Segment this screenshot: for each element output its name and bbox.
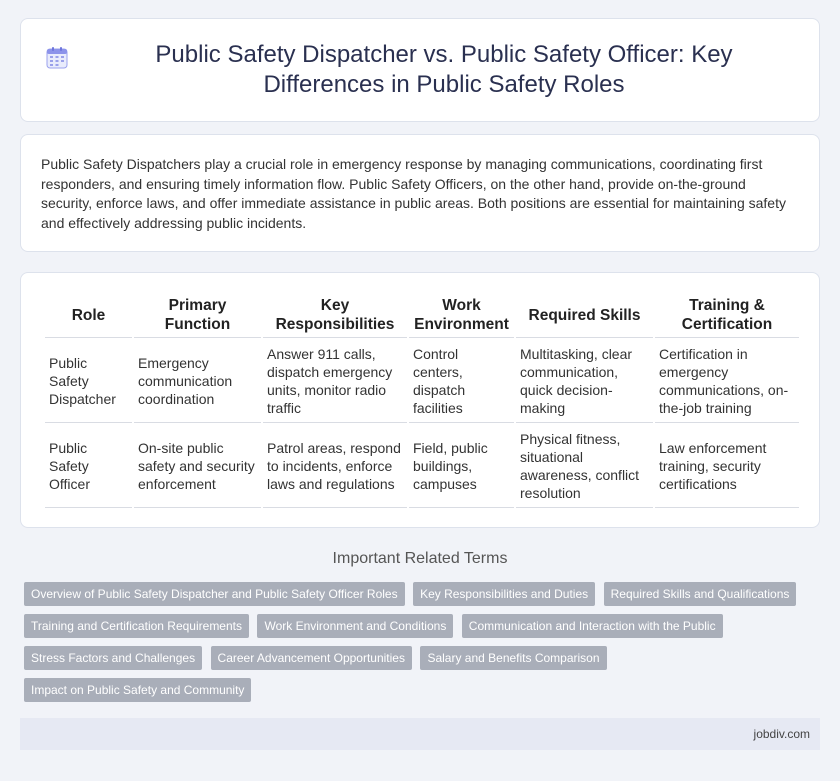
header-work-environment: Work Environment — [409, 287, 514, 338]
related-term-tag[interactable]: Work Environment and Conditions — [257, 614, 453, 638]
table-cell: Physical fitness, situational awareness, conflict resolution — [516, 423, 653, 508]
related-term-tag[interactable]: Overview of Public Safety Dispatcher and Public Safety Officer Roles — [24, 582, 405, 606]
table-cell: Field, public buildings, campuses — [409, 423, 514, 508]
related-terms-list — [24, 582, 824, 710]
calendar-icon — [45, 46, 69, 70]
footer — [20, 718, 820, 750]
page-title: Public Safety Dispatcher vs. Public Safety Officer: Key Differences in Public Safety Roles — [155, 41, 733, 98]
table-cell: Emergency communication coordination — [134, 338, 261, 423]
related-term-tag[interactable]: Training and Certification Requirements — [24, 614, 249, 638]
header-role: Role — [45, 287, 132, 338]
header-required-skills: Required Skills — [516, 287, 653, 338]
header-primary-function: Primary Function — [134, 287, 261, 338]
related-term-tag[interactable]: Stress Factors and Challenges — [24, 646, 202, 670]
table-cell: On-site public safety and security enforcement — [134, 423, 261, 508]
table-cell: Control centers, dispatch facilities — [409, 338, 514, 423]
related-terms-title: Important Related Terms — [332, 550, 508, 567]
title-card — [20, 18, 820, 122]
related-term-tag[interactable]: Salary and Benefits Comparison — [420, 646, 606, 670]
footer-site-link[interactable]: jobdiv.com — [753, 727, 810, 741]
comparison-table — [43, 287, 801, 508]
related-term-tag[interactable]: Communication and Interaction with the Public — [462, 614, 723, 638]
table-cell: Multitasking, clear communication, quick decision-making — [516, 338, 653, 423]
table-header-row — [45, 287, 799, 338]
table-row — [45, 423, 799, 508]
related-term-tag[interactable]: Required Skills and Qualifications — [604, 582, 797, 606]
table-cell: Public Safety Dispatcher — [45, 338, 132, 423]
related-term-tag[interactable]: Key Responsibilities and Duties — [413, 582, 595, 606]
header-key-responsibilities: Key Responsibilities — [263, 287, 407, 338]
table-cell: Law enforcement training, security certifications — [655, 423, 799, 508]
table-row — [45, 338, 799, 423]
header-training-certification: Training & Certification — [655, 287, 799, 338]
table-cell: Answer 911 calls, dispatch emergency units, monitor radio traffic — [263, 338, 407, 423]
intro-text: Public Safety Dispatchers play a crucial role in emergency response by managing communications, coordinating first responders, and ensuring timely information flow. Public Safety Officers, on the other hand, provide on-the-ground security, enforce laws, and offer immediate assistance in public areas. Both positions are essential for maintaining safety and effectively addressing public incidents. — [41, 156, 786, 231]
table-cell: Patrol areas, respond to incidents, enforce laws and regulations — [263, 423, 407, 508]
related-term-tag[interactable]: Impact on Public Safety and Community — [24, 678, 251, 702]
comparison-table-card — [20, 272, 820, 528]
intro-card — [20, 134, 820, 252]
related-term-tag[interactable]: Career Advancement Opportunities — [211, 646, 412, 670]
table-cell: Certification in emergency communications, on-the-job training — [655, 338, 799, 423]
table-cell: Public Safety Officer — [45, 423, 132, 508]
